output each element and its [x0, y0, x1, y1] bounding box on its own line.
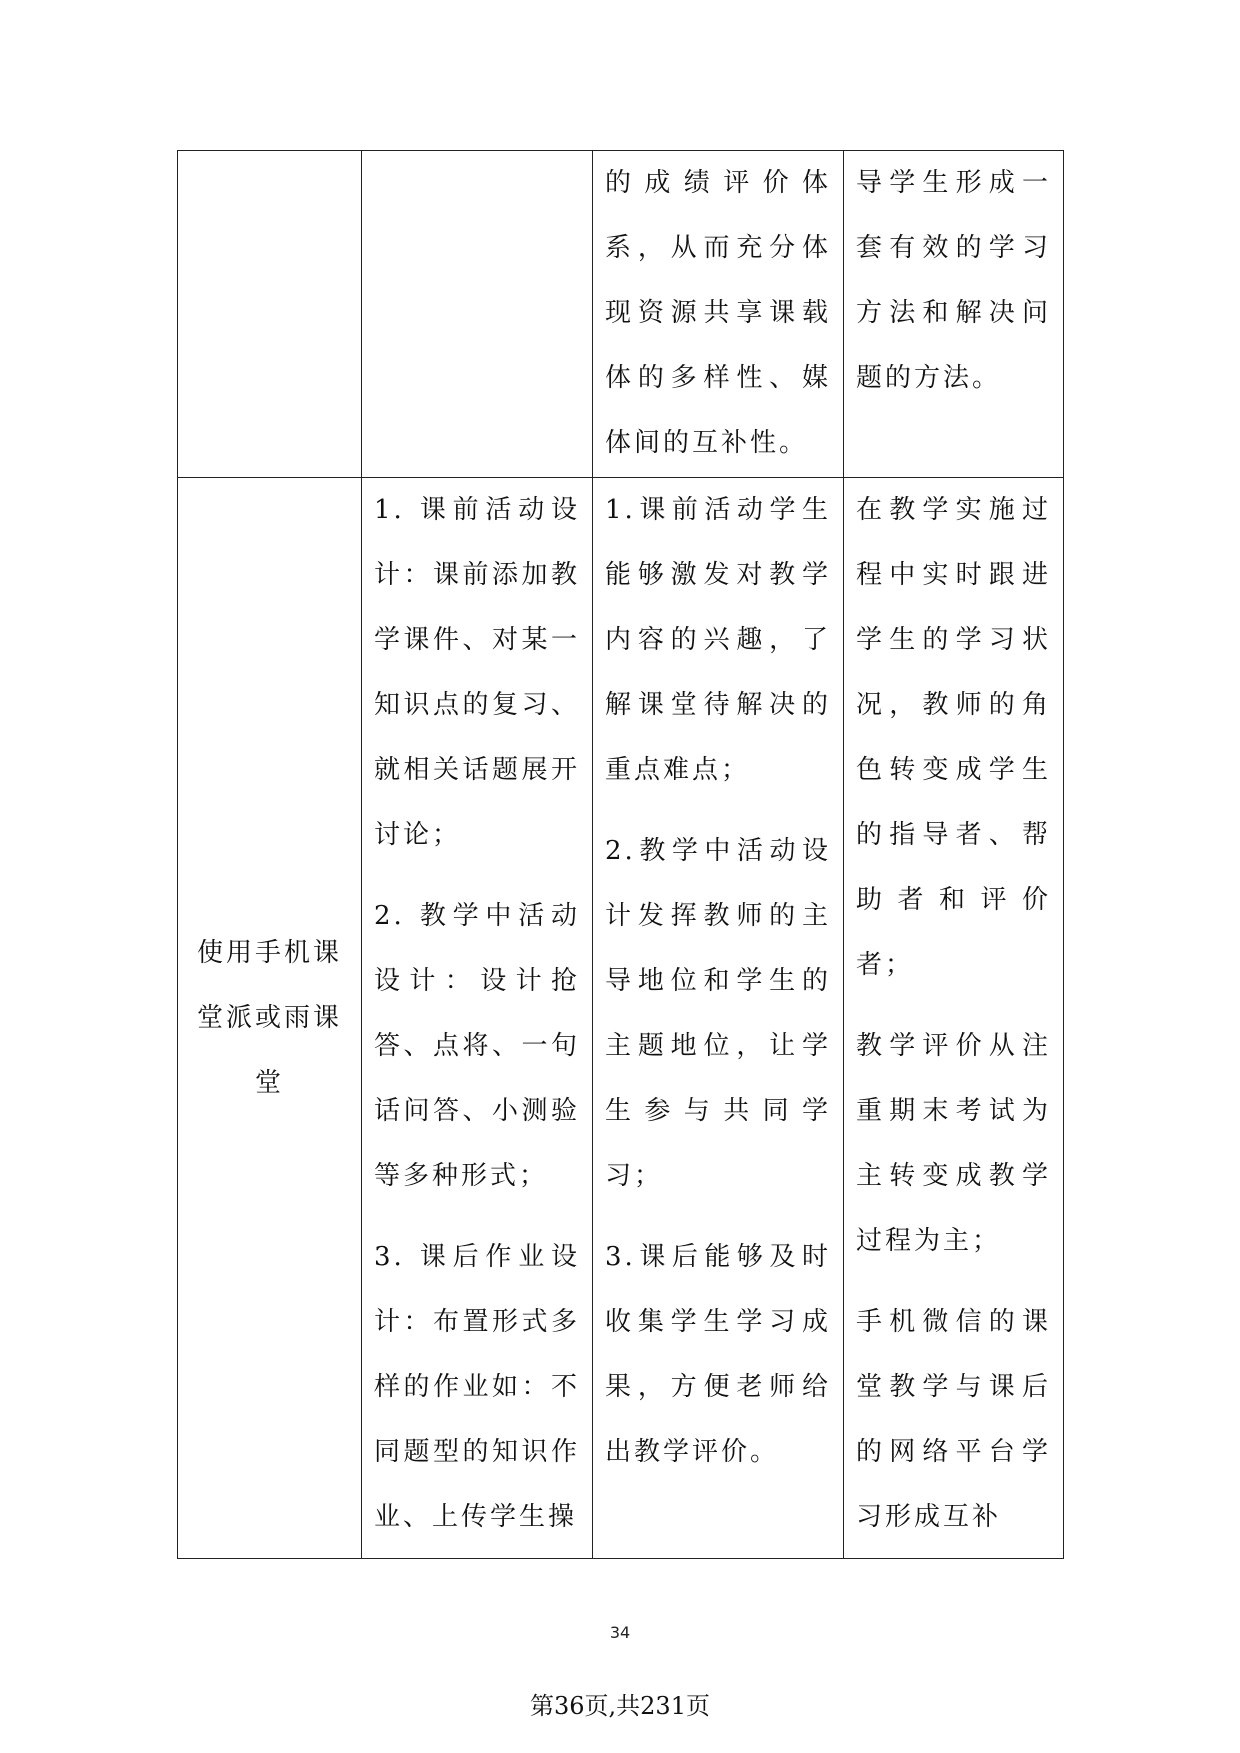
table-row — [178, 151, 1064, 478]
table-row — [178, 478, 1064, 1559]
table-cell-student-outcome — [593, 478, 844, 1559]
list-item: 手机微信的课堂教学与课后的网络平台学习形成互补 — [856, 1307, 1051, 1532]
page-number: 34 — [609, 1623, 631, 1642]
page-footer: 第36页,共231页 — [530, 1692, 710, 1720]
table-cell-tool-name: 使用手机课堂派或雨课堂 — [178, 478, 362, 1559]
list-item: 3. 课后作业设计：布置形式多样的作业如：不同题型的知识作业、上传学生操 — [374, 1242, 580, 1532]
list-item: 3.课后能够及时收集学生学习成果，方便老师给出教学评价。 — [605, 1242, 831, 1467]
table-cell-empty — [178, 151, 362, 478]
list-item: 2. 教学中活动设计：设计抢答、点将、一句话问答、小测验等多种形式； — [374, 901, 580, 1191]
list-item: 1. 课前活动设计：课前添加教学课件、对某一知识点的复习、就相关话题展开讨论； — [374, 495, 580, 850]
list-item: 在教学实施过程中实时跟进学生的学习状况，教师的角色转变成学生的指导者、帮助者和评价者； — [856, 495, 1051, 980]
table-cell-effect-continued: 导学生形成一套有效的学习方法和解决问题的方法。 — [844, 151, 1064, 478]
list-item: 教学评价从注重期末考试为主转变成教学过程为主； — [856, 1031, 1051, 1256]
table-cell-teaching-effect — [844, 478, 1064, 1559]
content-table — [177, 150, 1064, 1559]
table-cell-activity-design — [362, 478, 593, 1559]
table-cell-empty — [362, 151, 593, 478]
table-cell-outcome-continued: 的成绩评价体系，从而充分体现资源共享课载体的多样性、媒体间的互补性。 — [593, 151, 844, 478]
list-item: 1.课前活动学生能够激发对教学内容的兴趣，了解课堂待解决的重点难点； — [605, 495, 831, 785]
list-item: 2.教学中活动设计发挥教师的主导地位和学生的主题地位，让学生参与共同学习； — [605, 836, 831, 1191]
